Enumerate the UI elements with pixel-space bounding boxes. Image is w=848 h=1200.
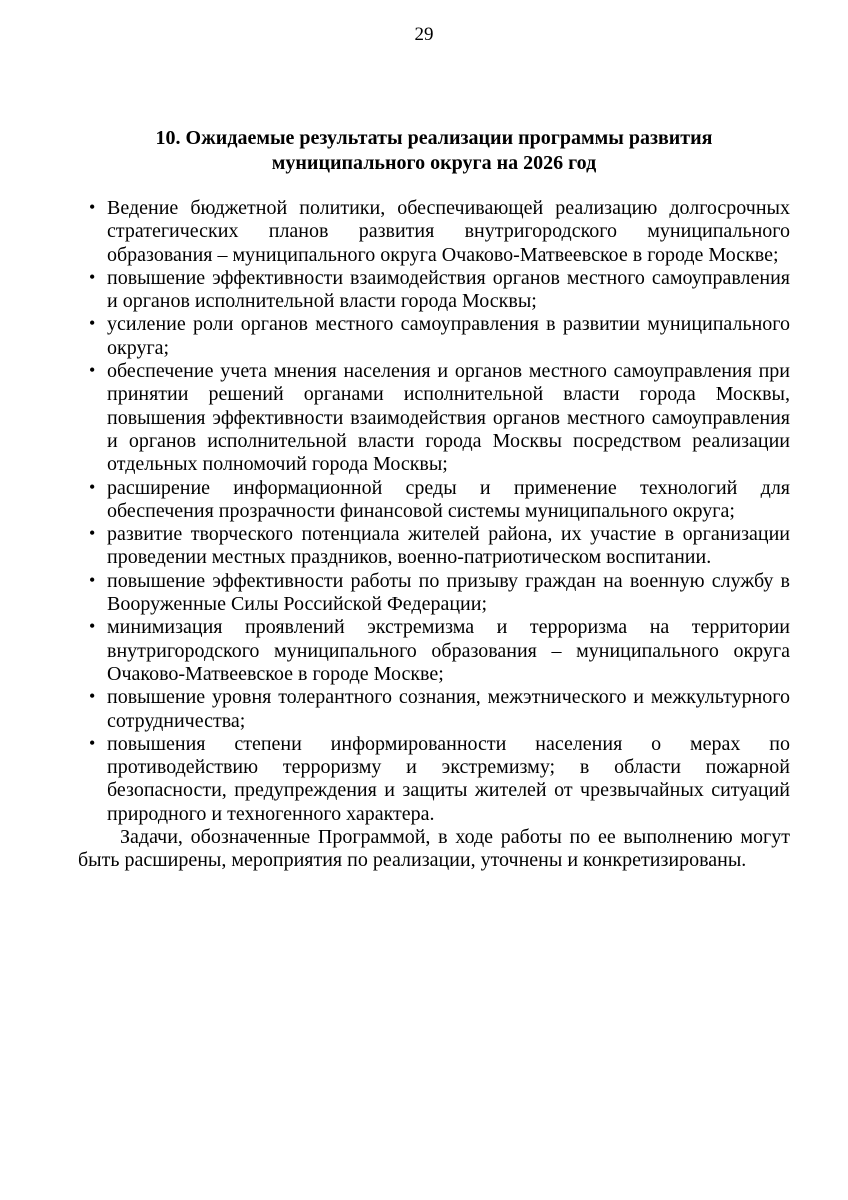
list-item-text: повышения степени информированности населения о мерах по противодействию терроризму и экстремизму; в области пожарной безопасности, предупреждения и защиты жителей от чрезвычайных ситуаций природного и техногенного характера. bbox=[107, 732, 790, 825]
bullet-icon: • bbox=[89, 732, 96, 753]
list-item-text: Ведение бюджетной политики, обеспечивающей реализацию долгосрочных стратегических планов развития внутригородского муниципального образования – муниципального округа Очаково-Матвеевское в городе Москве; bbox=[107, 197, 790, 266]
list-item bbox=[78, 616, 790, 686]
page-content bbox=[78, 126, 790, 873]
list-item-text: минимизация проявлений экстремизма и терроризма на территории внутригородского муниципального образования – муниципального округа Очаково-Матвеевское в городе Москве; bbox=[107, 616, 790, 685]
list-item bbox=[78, 570, 790, 617]
list-item bbox=[78, 477, 790, 524]
bullet-icon: • bbox=[89, 616, 96, 637]
bullet-icon: • bbox=[89, 313, 96, 334]
list-item bbox=[78, 733, 790, 826]
page-number: 29 bbox=[414, 24, 434, 45]
bullet-icon: • bbox=[89, 476, 96, 497]
list-item-text: повышение эффективности работы по призыву граждан на военную службу в Вооруженные Силы Российской Федерации; bbox=[107, 569, 790, 616]
list-item-text: обеспечение учета мнения населения и органов местного самоуправления при принятии решений органами исполнительной власти города Москвы, повышения эффективности взаимодействия органов местного самоуправления и органов исполнительной власти города Москвы посредством реализации отдельных полномочий города Москвы; bbox=[107, 360, 790, 476]
closing-paragraph: Задачи, обозначенные Программой, в ходе работы по ее выполнению могут быть расширены, мероприятия по реализации, уточнены и конкретизированы. bbox=[78, 826, 790, 872]
results-list bbox=[78, 197, 790, 826]
list-item bbox=[78, 360, 790, 476]
list-item-text: расширение информационной среды и применение технологий для обеспечения прозрачности финансовой системы муниципального округа; bbox=[107, 476, 790, 522]
list-item bbox=[78, 313, 790, 360]
section-heading bbox=[78, 126, 790, 176]
bullet-icon: • bbox=[89, 686, 96, 707]
list-item-text: повышение уровня толерантного сознания, межэтнического и межкультурного сотрудничества; bbox=[107, 686, 790, 732]
list-item bbox=[78, 686, 790, 733]
list-item-text: развитие творческого потенциала жителей района, их участие в организации проведении местных праздников, военно-патриотическом воспитании. bbox=[107, 523, 790, 569]
bullet-icon: • bbox=[89, 523, 96, 544]
bullet-icon: • bbox=[89, 569, 96, 590]
bullet-icon: • bbox=[89, 197, 96, 217]
list-item bbox=[78, 523, 790, 570]
list-item bbox=[78, 267, 790, 314]
list-item-text: усиление роли органов местного самоуправления в развитии муниципального округа; bbox=[107, 313, 790, 359]
bullet-icon: • bbox=[89, 360, 96, 381]
section-heading-line-1: 10. Ожидаемые результаты реализации программы развития bbox=[155, 127, 713, 149]
section-heading-line-2: муниципального округа на 2026 год bbox=[271, 152, 597, 174]
list-item bbox=[78, 197, 790, 267]
list-item-text: повышение эффективности взаимодействия органов местного самоуправления и органов исполнительной власти города Москвы; bbox=[107, 266, 790, 313]
bullet-icon: • bbox=[89, 266, 96, 287]
